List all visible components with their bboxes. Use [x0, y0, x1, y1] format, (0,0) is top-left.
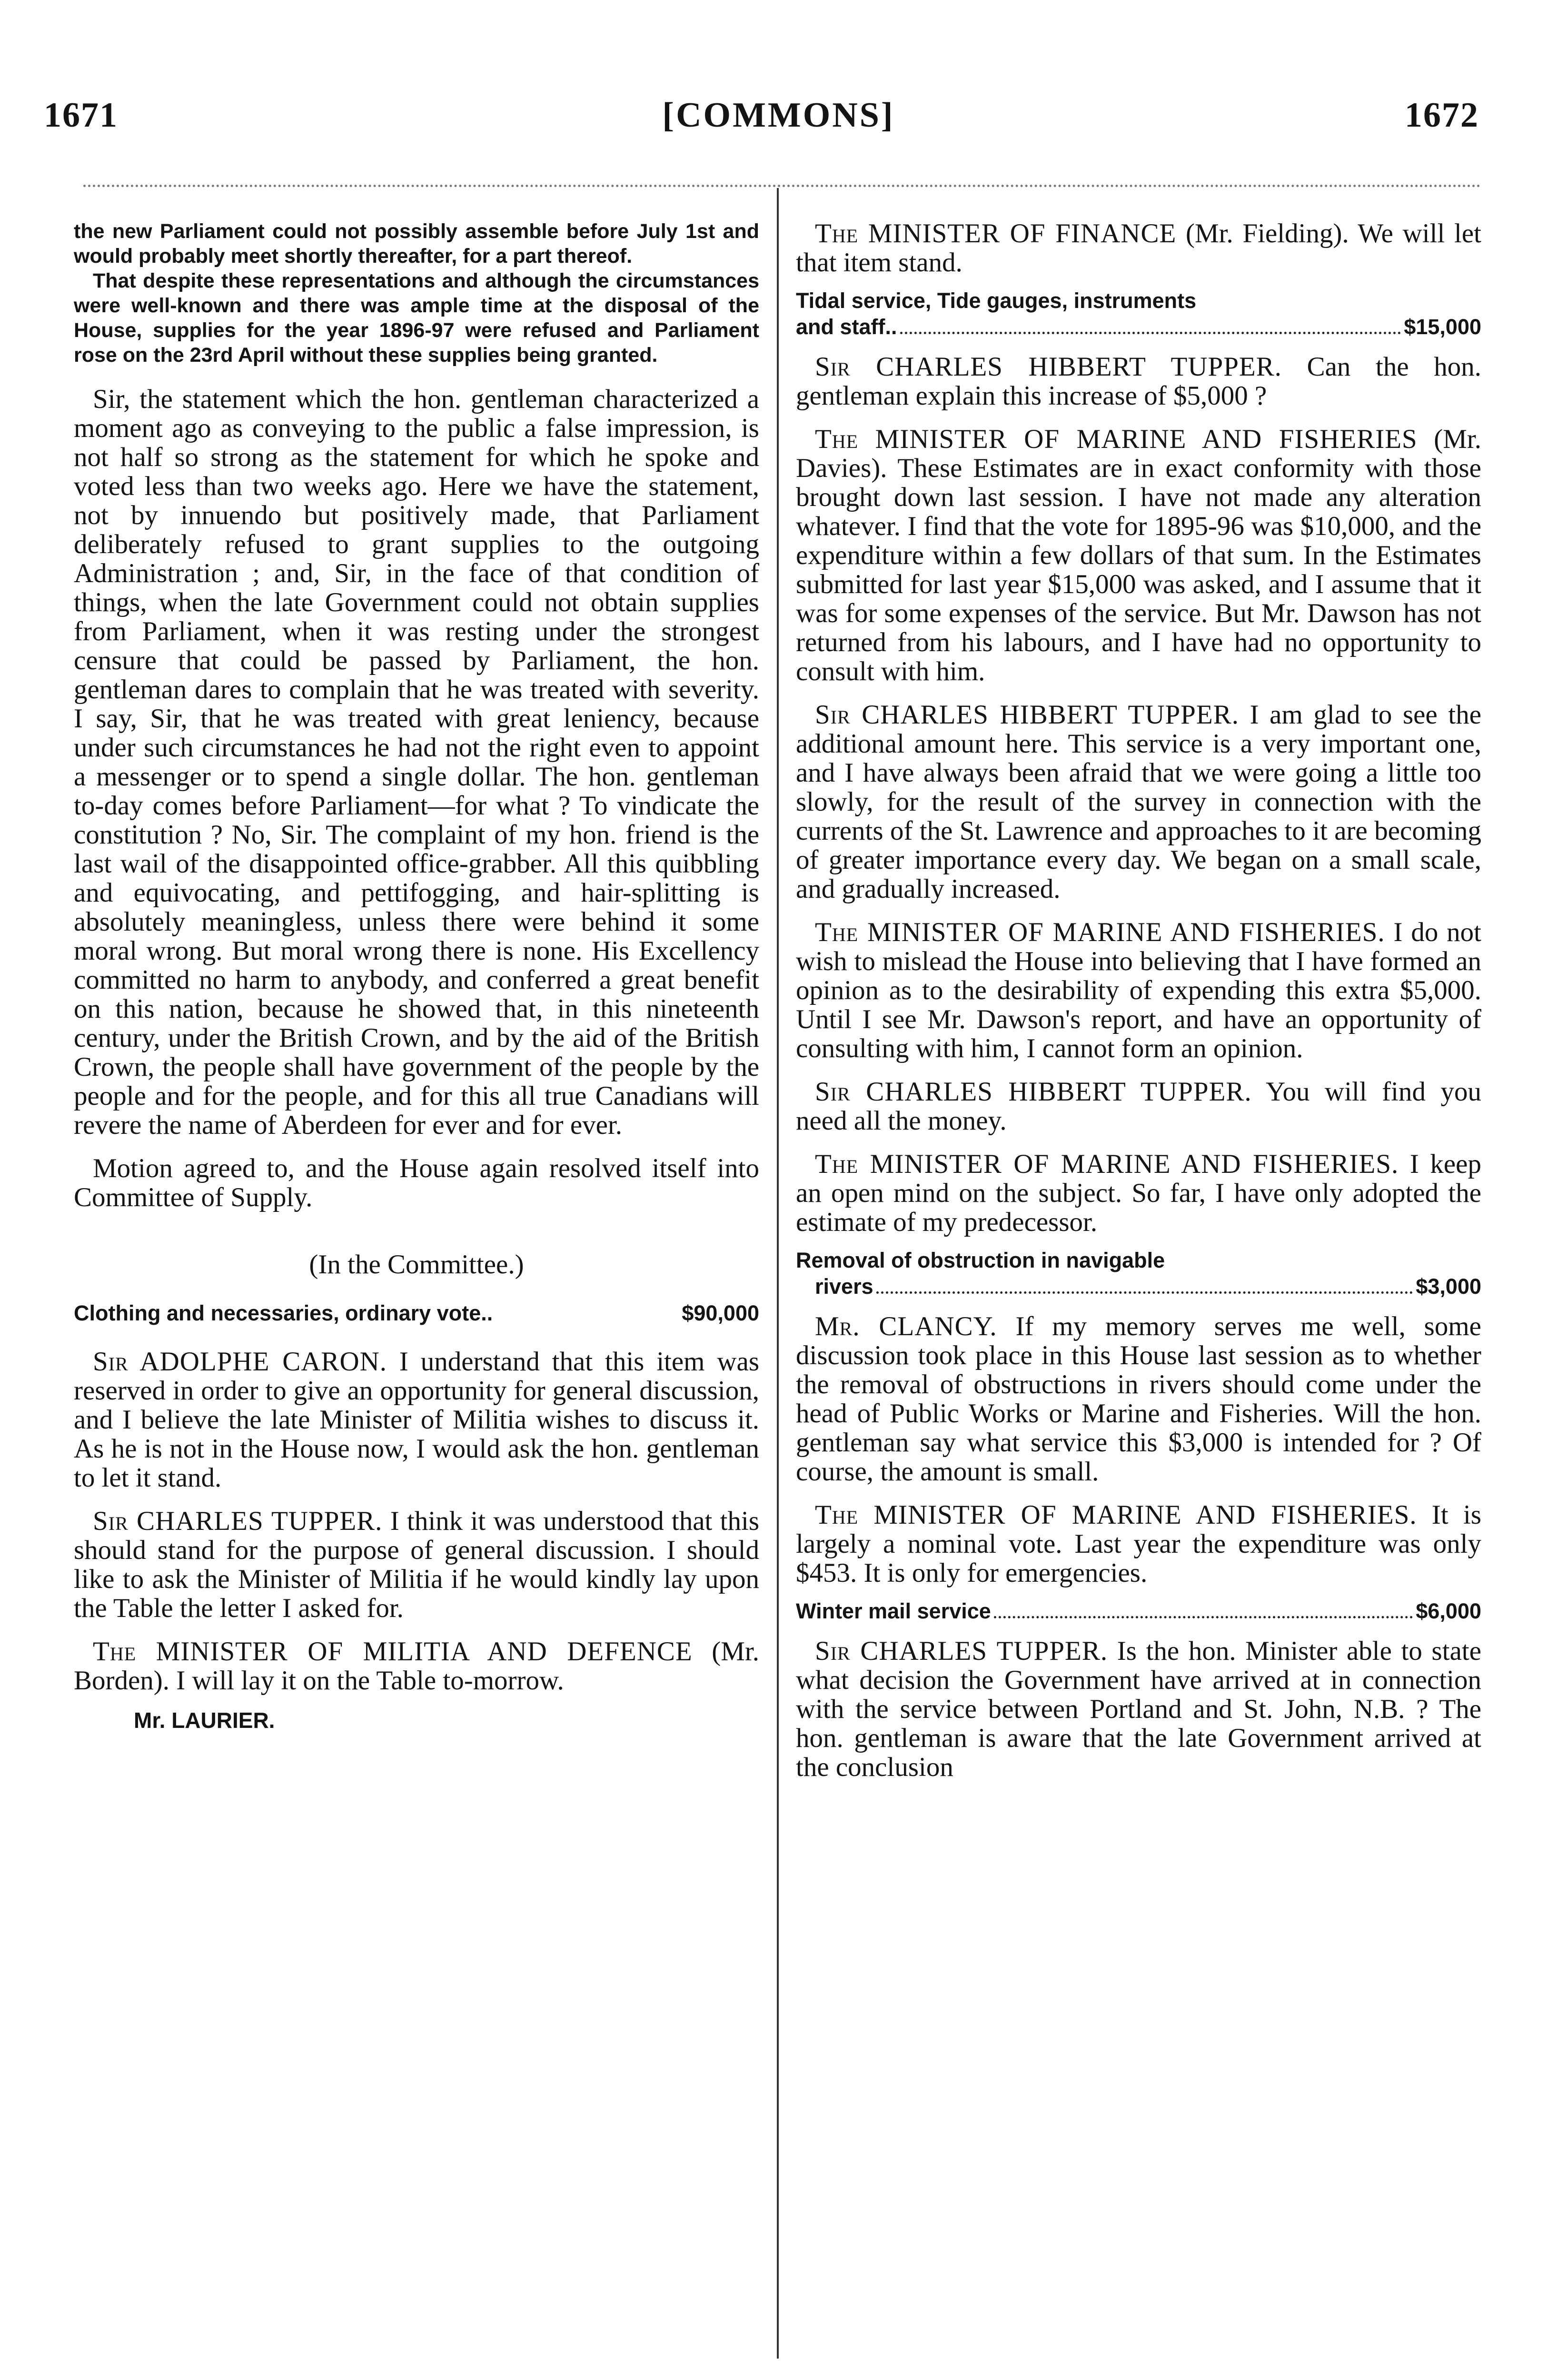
speaker-name: The MINISTER OF MILITIA AND DEFENCE — [93, 1636, 693, 1666]
supply-item-tidal — [796, 288, 1481, 340]
speech-text: I will lay it on the Table to-morrow. — [176, 1666, 564, 1696]
speech-minister-marine — [796, 1500, 1481, 1587]
speaker-name: Sir CHARLES TUPPER. — [93, 1506, 383, 1536]
speech-caron — [74, 1347, 759, 1492]
speaker-name-paren: (Mr. Borden). — [74, 1636, 760, 1696]
speaker-name: Sir CHARLES HIBBERT TUPPER. — [815, 1077, 1252, 1107]
leader-dots — [994, 1616, 1413, 1618]
leader-dots — [900, 332, 1401, 334]
speech-minister-militia — [74, 1637, 759, 1695]
speech-tupper — [796, 1636, 1481, 1782]
speaker-name: Sir CHARLES HIBBERT TUPPER. — [815, 700, 1239, 730]
speaker-name: Sir ADOLPHE CARON. — [93, 1347, 387, 1377]
speech-text: It is largely a nominal vote. Last year the expenditure was only $453. It is only for emergencies. — [796, 1500, 1481, 1588]
item-label-line2: rivers — [815, 1274, 873, 1299]
speaker-name: Sir CHARLES HIBBERT TUPPER. — [815, 352, 1282, 382]
speech-cht — [796, 1077, 1481, 1135]
speech-cht — [796, 700, 1481, 903]
running-title: [COMMONS] — [662, 96, 895, 135]
speaker-name: The MINISTER OF MARINE AND FISHERIES. — [815, 917, 1385, 947]
speaker-name: The MINISTER OF MARINE AND FISHERIES. — [815, 1149, 1399, 1179]
item-label-line2: and staff.. — [796, 315, 897, 339]
speech-text: I think it was understood that this should stand for the purpose of general discussion. I should like to ask the Minister of Militia if he would kindly lay upon the Table the letter I asked for. — [74, 1506, 760, 1623]
speech-cht — [796, 352, 1481, 410]
speech-text: We will let that item stand. — [796, 218, 1481, 278]
speech-tupper — [74, 1507, 759, 1623]
speech-minister-finance — [796, 219, 1481, 277]
speech-text: You will find you need all the money. — [796, 1077, 1481, 1136]
speech-clancy — [796, 1312, 1481, 1486]
item-amount: $90,000 — [682, 1301, 759, 1325]
header-rule — [83, 185, 1481, 187]
speaker-name: Sir CHARLES TUPPER. — [815, 1636, 1108, 1666]
speech-text: Is the hon. Minister able to state what decision the Government have arrived at in connection with the service between Portland and St. John, N.B. ? The hon. gentleman is aware that the late Government arrived at the conclusion — [796, 1636, 1482, 1782]
speaker-name-paren: (Mr. Davies). — [796, 424, 1482, 483]
motion-text-continued: the new Parliament could not possibly assemble before July 1st and would probably meet shortly thereafter, for a part thereof. — [74, 220, 759, 268]
item-amount: $6,000 — [1416, 1599, 1481, 1623]
speaker-name: The MINISTER OF MARINE AND FISHERIES. — [815, 1500, 1417, 1530]
speech-paragraph: Sir, the statement which the hon. gentleman characterized a moment ago as conveying to the public a false impression, is not half so strong as the statement for which he spoke and voted less than two weeks ago. Here we have the statement, not by innuendo but positively made, that Parliament deliberately refused to grant supplies to the outgoing Administration ; and, Sir, in the face of that condition of things, when the late Government could not obtain supplies from Parliament, when it was resting under the strongest censure that could be passed by Parliament, the hon. gentleman dares to complain that he was treated with severity. I say, Sir, that he was treated with great leniency, because under such circumstances he had not the right even to appoint a messenger or to spend a single dollar. The hon. gentleman to-day comes before Parliament—for what ? To vindicate the constitution ? No, Sir. The complaint of my hon. friend is the last wail of the disappointed office-grabber. All this quibbling and equivocating, and pettifogging, and hair-splitting is absolutely meaningless, unless there were behind it some moral wrong. But moral wrong there is none. His Excellency committed no harm to anybody, and conferred a great benefit on this nation, because he showed that, in this nineteenth century, under the British Crown, and by the aid of the British Crown, the people shall have government of the people by the people and for the people, and for this all true Canadians will revere the name of Aberdeen for ever and for ever. — [74, 384, 759, 1140]
speech-text: These Estimates are in exact conformity with those brought down last session. I have not made any alteration whatever. I find that the vote for 1895-96 was $10,000, and the expenditure within a few dollars of that sum. In the Estimates submitted for last year $15,000 was asked, and I assume that it was for some expenses of the service. But Mr. Dawson has not returned from his labours, and I have had no opportunity to consult with him. — [796, 453, 1481, 686]
speech-minister-marine — [796, 1150, 1481, 1237]
leader-dots — [876, 1291, 1413, 1294]
speaker-name: Mr. CLANCY. — [815, 1311, 997, 1341]
page-footer-catchword: Mr. LAURIER. — [134, 1708, 275, 1733]
column-divider — [777, 188, 779, 2359]
supply-item-obstruction — [796, 1247, 1481, 1299]
page-header — [0, 95, 1557, 148]
motion-result: Motion agreed to, and the House again resolved itself into Committee of Supply. — [74, 1153, 759, 1212]
speech-text: I understand that this item was reserved in order to give an opportunity for general discussion, and I believe the late Minister of Militia wishes to discuss it. As he is not in the House now, I would ask the hon. gentleman to let it stand. — [74, 1347, 759, 1493]
right-column — [796, 219, 1481, 1782]
speech-text: If my memory serves me well, some discussion took place in this House last session as to whether the removal of obstructions in rivers should come under the head of Public Works or Marine and Fisheries. Will the hon. gentleman say what service this $3,000 is intended for ? Of course, the amount is small. — [796, 1311, 1481, 1487]
speaker-name: The MINISTER OF MARINE AND FISHERIES — [815, 424, 1418, 454]
left-column — [74, 219, 759, 1733]
item-amount: $3,000 — [1416, 1274, 1481, 1299]
item-amount: $15,000 — [1404, 315, 1481, 339]
committee-heading: (In the Committee.) — [309, 1250, 524, 1279]
item-label: Clothing and necessaries, ordinary vote.. — [74, 1301, 493, 1325]
speech-text: I do not wish to mislead the House into believing that I have formed an opinion as to the desirability of expending this extra $5,000. Until I see Mr. Dawson's report, and have an opportunity of consulting with him, I cannot form an opinion. — [796, 917, 1481, 1063]
motion-text-paragraph: That despite these representations and although the circumstances were well-known and there was ample time at the disposal of the House, supplies for the year 1896-97 were refused and Parliament rose on the 23rd April without these supplies being granted. — [74, 269, 759, 367]
speaker-name-paren: (Mr. Fielding). — [1186, 218, 1349, 248]
page-number-right: 1672 — [1405, 96, 1479, 135]
item-label: Winter mail service — [796, 1599, 991, 1623]
speech-text: I keep an open mind on the subject. So far, I have only adopted the estimate of my predecessor. — [796, 1149, 1481, 1237]
supply-item-clothing — [74, 1300, 759, 1326]
page-number-left: 1671 — [44, 96, 118, 135]
item-label-line1: Tidal service, Tide gauges, instruments — [796, 288, 1197, 313]
item-label-line1: Removal of obstruction in navigable — [796, 1248, 1165, 1272]
supply-item-winter-mail — [796, 1598, 1481, 1624]
speech-minister-marine — [796, 918, 1481, 1063]
speaker-name: The MINISTER OF FINANCE — [815, 218, 1177, 248]
speech-text: I am glad to see the additional amount here. This service is a very important one, and I have always been afraid that we were going a little too slowly, for the result of the survey in connection with the currents of the St. Lawrence and approaches to it are becoming of greater importance every day. We began on a small scale, and gradually increased. — [796, 700, 1482, 904]
speech-text: Can the hon. gentleman explain this increase of $5,000 ? — [796, 352, 1481, 411]
speech-minister-marine — [796, 425, 1481, 686]
